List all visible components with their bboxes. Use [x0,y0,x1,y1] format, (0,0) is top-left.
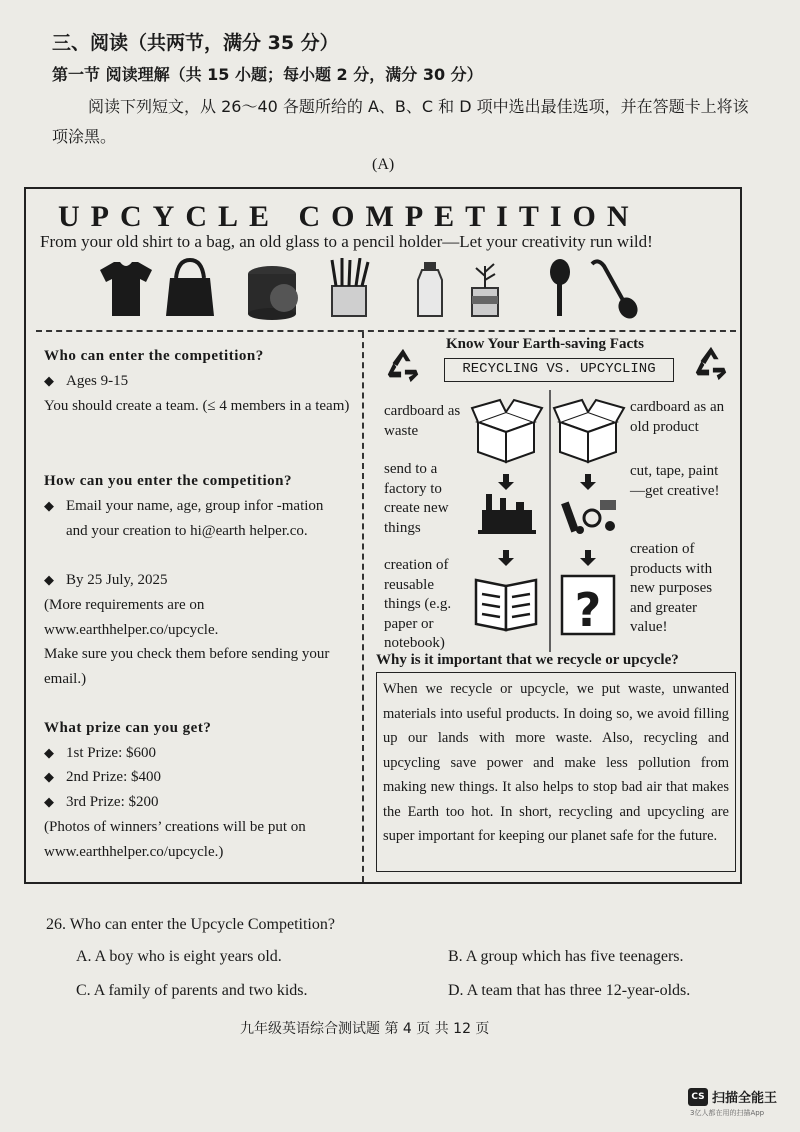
how-email-item [44,494,354,543]
upcycle-step-1: cardboard as an old product [630,399,725,435]
arrow-down-icon [580,550,596,566]
subsection-title: 第一节 阅读理解（共 15 小题；每小题 2 分，满分 30 分） [52,65,483,84]
why-heading: Why is it important that we recycle or upcycle? [376,652,679,668]
how-more-2: Make sure you check them before sending your email.) [44,646,330,687]
bottle-icon [418,262,442,316]
box-icon [248,266,298,320]
prize-1: ◆ 1st Prize: $600 [44,741,354,766]
recycle-icon [384,346,422,384]
arrow-down-icon [498,474,514,490]
prize-3: ◆ 3rd Prize: $200 [44,790,354,815]
how-more-1: (More requirements are on www.earthhelper.co/upcycle. [44,597,219,638]
svg-text:?: ? [574,583,602,637]
recycle-icon [692,344,730,382]
how-date: ◆ By 25 July, 2025 [44,568,354,593]
open-book-icon [476,580,536,630]
who-team: You should create a team. (≤ 4 members in a team) [44,398,350,414]
cardboard-box-icon [472,400,542,462]
recycle-step-2: send to a factory to create new things [384,461,449,536]
prize-heading: What prize can you get? [44,720,212,736]
option-c[interactable]: C. A family of parents and two kids. [76,982,308,999]
bag-icon [166,260,214,316]
tshirt-icon [100,262,152,316]
poster-divider-horizontal [36,330,736,332]
option-b[interactable]: B. A group which has five teenagers. [448,948,684,965]
why-explanation: When we recycle or upcycle, we put waste, unwanted materials into useful products. In doing so, we avoid filling up our lands with more waste. Also, recycling and upcycling save power and make less pollution from making new things. It also helps to stop bad air that makes the Earth too hot. In short, recycling and upcycling are super important for keeping our planet safe for the future. [376,672,736,872]
scanner-app-tagline: 3亿人都在用的扫描App [690,1109,765,1117]
poster-tagline: From your old shirt to a bag, an old glass to a pencil holder—Let your creativity run wild! [40,232,653,251]
bent-spoon-icon [592,261,640,320]
plant-can-icon [472,264,498,316]
scanner-logo-icon: CS [688,1088,708,1106]
upcycle-step-2: cut, tape, paint —get creative! [630,463,720,499]
spoon-icon [550,259,570,316]
option-d[interactable]: D. A team that has three 12-year-olds. [448,982,691,999]
page-footer: 九年级英语综合测试题 第 4 页 共 12 页 [240,1021,490,1037]
passage-label: (A) [372,156,395,173]
poster-divider-vertical [362,332,364,882]
question-mark-icon [562,576,614,637]
prize-note: (Photos of winners’ creations will be put on www.earthhelper.co/upcycle.) [44,819,306,860]
arrow-down-icon [580,474,596,490]
how-email: Email your name, age, group infor -mation and your creation to hi@earth helper.co. [66,498,324,539]
how-heading: How can you enter the competition? [44,473,292,489]
option-a[interactable]: A. A boy who is eight years old. [76,948,282,965]
recycle-step-1: cardboard as waste [384,403,461,439]
poster-title: UPCYCLE COMPETITION [58,200,640,233]
pencil-holder-icon [332,258,368,316]
scanner-app-name: 扫描全能王 [712,1091,778,1106]
bullet-diamond-icon: ◆ [44,498,54,513]
craft-tools-icon [561,500,616,534]
facts-title: Know Your Earth-saving Facts [446,336,644,352]
recycling-vs-upcycling-label: RECYCLING VS. UPCYCLING [444,358,674,382]
recycle-step-3: creation of reusable things (e.g. paper or notebook) [384,557,452,651]
question-stem: 26. Who can enter the Upcycle Competition? [46,916,335,933]
section-title: 三、阅读（共两节，满分 35 分） [52,32,339,54]
recycle-upcycle-diagram [470,390,630,652]
upcycle-step-3: creation of products with new purposes and greater value! [630,541,713,635]
upcycle-icons-row [100,258,640,320]
cardboard-box-icon [554,400,624,462]
arrow-down-icon [498,550,514,566]
who-ages: ◆ Ages 9-15 [44,369,354,394]
who-heading: Who can enter the competition? [44,348,264,364]
instruction-text: 阅读下列短文，从 26～40 各题所给的 A、B、C 和 D 项中选出最佳选项，并在答题卡上将该项涂黑。 [52,97,749,146]
prize-2: ◆ 2nd Prize: $400 [44,765,354,790]
factory-icon [478,494,536,534]
